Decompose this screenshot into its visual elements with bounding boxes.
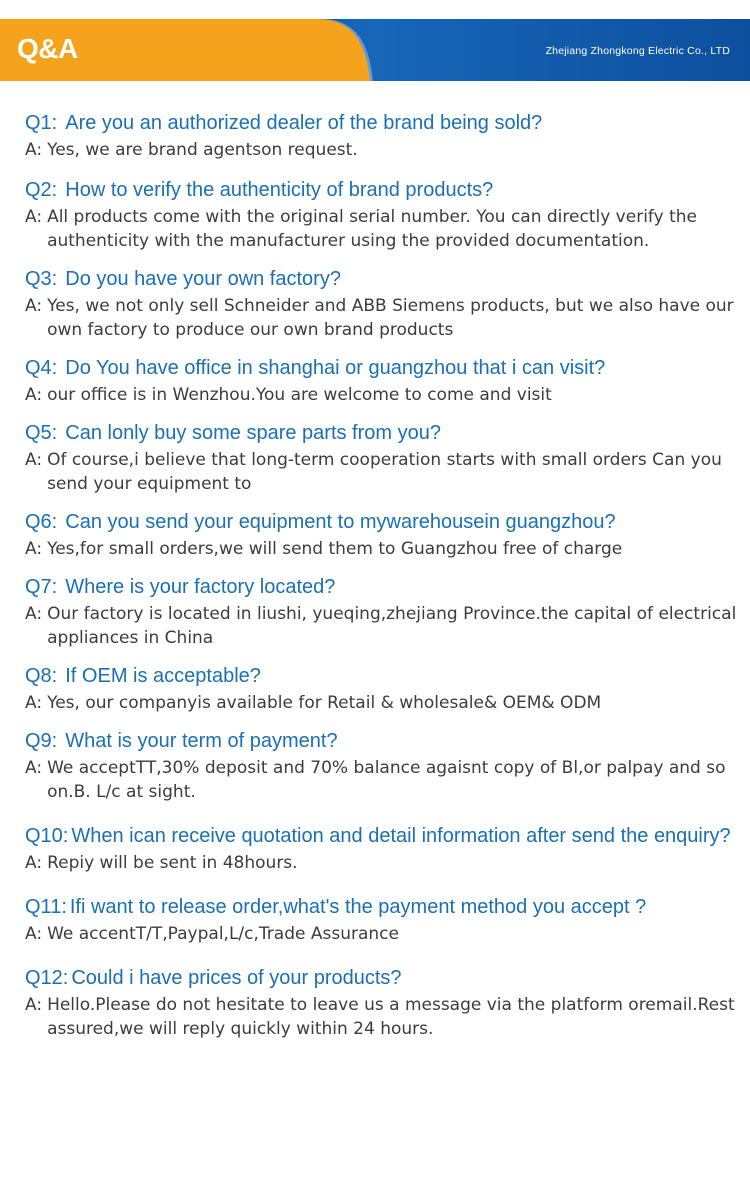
answer-text: We accentT/T,Paypal,L/c,Trade Assurance [47,924,399,944]
question-text: Ifi want to release order,what's the payment method you accept ? [69,896,647,918]
answer-prefix: A: [25,995,43,1015]
answer [25,993,745,1041]
question-number: Q5: [25,422,58,444]
faq-item [25,731,745,804]
question-number: Q7: [25,576,58,598]
answer [25,294,745,342]
faq-item [25,968,745,1041]
question-number: Q11: [25,896,67,918]
answer [25,205,745,253]
question-text: If OEM is acceptable? [65,665,261,687]
answer-text: Hello.Please do not hesitate to leave us a message via the platform oremail.Rest assured,we will reply quickly within 24 hours. [47,995,735,1039]
question-text: How to verify the authenticity of brand products? [65,179,494,201]
answer-prefix: A: [25,539,43,559]
company-name: Zhejiang Zhongkong Electric Co., LTD [545,45,730,57]
question [25,113,745,134]
answer-prefix: A: [25,140,43,160]
answer-prefix: A: [25,207,43,227]
question-text: Where is your factory located? [65,576,336,598]
question [25,577,745,598]
question-number: Q9: [25,730,58,752]
answer-prefix: A: [25,296,43,316]
answer-text: Of course,i believe that long-term cooperation starts with small orders Can you send your equipment to [47,450,722,494]
answer-text: Yes, we are brand agentson request. [47,140,358,160]
faq-item [25,512,745,561]
question-number: Q1: [25,112,58,134]
faq-item [25,358,745,407]
question-number: Q2: [25,179,58,201]
question [25,897,745,918]
question [25,269,745,290]
question-number: Q10: [25,825,69,847]
question-number: Q4: [25,357,58,379]
answer-prefix: A: [25,450,43,470]
faq-item [25,269,745,342]
faq-item [25,826,745,875]
answer-text: Yes, we not only sell Schneider and ABB Siemens products, but we also have our own factory to produce our own brand products [47,296,734,340]
question [25,358,745,379]
faq-item [25,897,745,946]
answer-text: Yes,for small orders,we will send them to Guangzhou free of charge [47,539,623,559]
answer [25,602,745,650]
answer-prefix: A: [25,758,43,778]
question [25,666,745,687]
question-text: What is your term of payment? [65,730,338,752]
answer-text: Repiy will be sent in 48hours. [47,853,298,873]
answer-text: Yes, our companyis available for Retail & wholesale& OEM& ODM [47,693,602,713]
answer-prefix: A: [25,604,43,624]
question [25,423,745,444]
question-number: Q8: [25,665,58,687]
answer [25,756,745,804]
answer-prefix: A: [25,693,43,713]
question-number: Q6: [25,511,58,533]
question-number: Q12: [25,967,69,989]
question [25,968,745,989]
answer [25,537,745,561]
question-text: Could i have prices of your products? [71,967,402,989]
faq-item [25,423,745,496]
answer-text: All products come with the original serial number. You can directly verify the authenticity with the manufacturer using the provided documentation. [47,207,697,251]
question-text: Do you have your own factory? [65,268,341,290]
faq-item [25,577,745,650]
answer-prefix: A: [25,853,43,873]
answer-prefix: A: [25,924,43,944]
question-number: Q3: [25,268,58,290]
answer [25,383,745,407]
question-text: When ican receive quotation and detail information after send the enquiry? [71,825,731,847]
question [25,180,745,201]
question-text: Do You have office in shanghai or guangzhou that i can visit? [65,357,606,379]
answer [25,448,745,496]
page-title: Q&A [17,33,78,64]
answer-text: Our factory is located in liushi, yueqing,zhejiang Province.the capital of electrical appliances in China [47,604,737,648]
answer [25,922,745,946]
answer-text: our office is in Wenzhou.You are welcome to come and visit [47,385,552,405]
question-text: Can lonly buy some spare parts from you? [65,422,441,444]
answer-prefix: A: [25,385,43,405]
header-banner [0,19,750,81]
answer [25,138,745,162]
answer-text: We acceptTT,30% deposit and 70% balance agaisnt copy of Bl,or palpay and so on.B. L/c at sight. [47,758,726,802]
question [25,731,745,752]
question [25,826,745,847]
question [25,512,745,533]
answer [25,851,745,875]
faq-item [25,113,745,162]
faq-item [25,666,745,715]
question-text: Can you send your equipment to mywarehousein guangzhou? [65,511,616,533]
faq-item [25,180,745,253]
faq-list [25,113,745,1057]
question-text: Are you an authorized dealer of the brand being sold? [65,112,543,134]
answer [25,691,745,715]
